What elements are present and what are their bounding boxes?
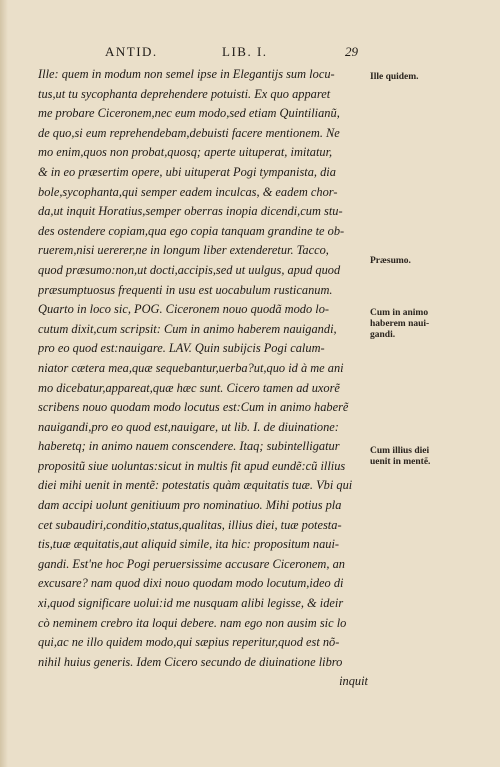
text-line: niator cætera mea,quæ sequebantur,uerba?ut,quo id à me ani	[38, 360, 344, 375]
text-line: cutum dixit,cum scripsit: Cum in animo haberem nauigandi,	[38, 321, 337, 336]
margin-note: Cum illius diei uenit in mentẽ.	[370, 446, 431, 467]
text-line: mo dicebatur,appareat,quæ hæc sunt. Cicero tamen ad uxorẽ	[38, 380, 340, 395]
page-gutter-shadow	[0, 0, 8, 767]
text-line: mo enim,quos non probat,quosq; aperte uituperat, imitatur,	[38, 145, 333, 160]
header-book: LIB. I.	[222, 44, 268, 59]
text-line: dam accipi uolunt genitiuum pro nominatiuo. Mihi potius pla	[38, 498, 342, 513]
text-line: haberetq; in animo nauem conscendere. Itaq; subintelligatur	[38, 439, 340, 454]
margin-note: Præsumo.	[370, 256, 411, 266]
text-line: bole,sycophanta,qui semper eadem inculcas, & eadem chor-	[38, 184, 338, 199]
text-line: cò neminem crebro ita loqui debere. nam ego non ausim sic lo	[38, 615, 347, 630]
text-line: gandi. Est'ne hoc Pogi peruersissime accusare Ciceronem, an	[38, 556, 345, 571]
text-line: Quarto in loco sic, POG. Ciceronem nouo quodã modo lo-	[38, 302, 330, 317]
text-line: tis,tuæ æquitatis,aut aliquid simile, ita hic: propositum naui-	[38, 537, 340, 552]
text-line: me probare Ciceronem,nec eum modo,sed etiam Quintilianũ,	[38, 106, 340, 121]
text-line: da,ut inquit Horatius,semper oberras inopia dicendi,cum stu-	[38, 204, 343, 219]
text-line: nihil huius generis. Idem Cicero secundo de diuinatione libro	[38, 654, 343, 669]
text-line: excusare? nam quod dixi nouo quodam modo locutum,ideo di	[38, 576, 344, 591]
text-line: tus,ut tu sycophanta deprehendere potuisti. Ex quo apparet	[38, 86, 331, 101]
running-header	[0, 44, 500, 64]
text-line: nauigandi,pro eo quod est,nauigare, ut lib. I. de diuinatione:	[38, 419, 339, 434]
text-line: quod præsumo:non,ut docti,accipis,sed ut uulgus, apud quod	[38, 262, 341, 277]
text-line: ruerem,nisi uererer,ne in longum liber extenderetur. Tacco,	[38, 243, 329, 258]
main-text-block	[38, 65, 368, 692]
header-title: ANTID.	[105, 44, 158, 59]
text-line: propositũ siue uoluntas:sicut in multis fit apud eundẽ:cũ illius	[38, 458, 346, 473]
text-line: de quo,si eum reprehendebam,debuisti facere mentionem. Ne	[38, 125, 340, 140]
page-number: 29	[345, 44, 358, 59]
catchword: inquit	[339, 674, 368, 689]
text-line: cet subaudiri,conditio,status,qualitas, illius diei, tuæ potesta-	[38, 517, 342, 532]
margin-note: Cum in animo haberem naui- gandi.	[370, 308, 430, 340]
text-line: præsumptuosus frequenti in usu est uocabulum rusticanum.	[38, 282, 333, 297]
text-line: & in eo præsertim opere, ubi uituperat Pogi tympanista, dia	[38, 164, 336, 179]
text-line: qui,ac ne illo quidem modo,qui sæpius reperitur,quod est nõ-	[38, 635, 340, 650]
text-line: scribens nouo quodam modo locutus est:Cum in animo haberẽ	[38, 400, 349, 415]
text-line: xi,quod significare uolui:id me nusquam alibi legisse, & ideir	[38, 596, 344, 611]
text-line: Ille: quem in modum non semel ipse in Elegantijs sum locu-	[38, 67, 335, 81]
text-line: des ostendere copiam,qua ego copia tanquam grandine te ob-	[38, 223, 345, 238]
text-line: pro eo quod est:nauigare. LAV. Quin subijcis Pogi calum-	[38, 341, 325, 356]
text-line: diei mihi uenit in mentẽ: potestatis quàm æquitatis tuæ. Vbi qui	[38, 478, 353, 493]
margin-note: Ille quidem.	[370, 72, 419, 82]
